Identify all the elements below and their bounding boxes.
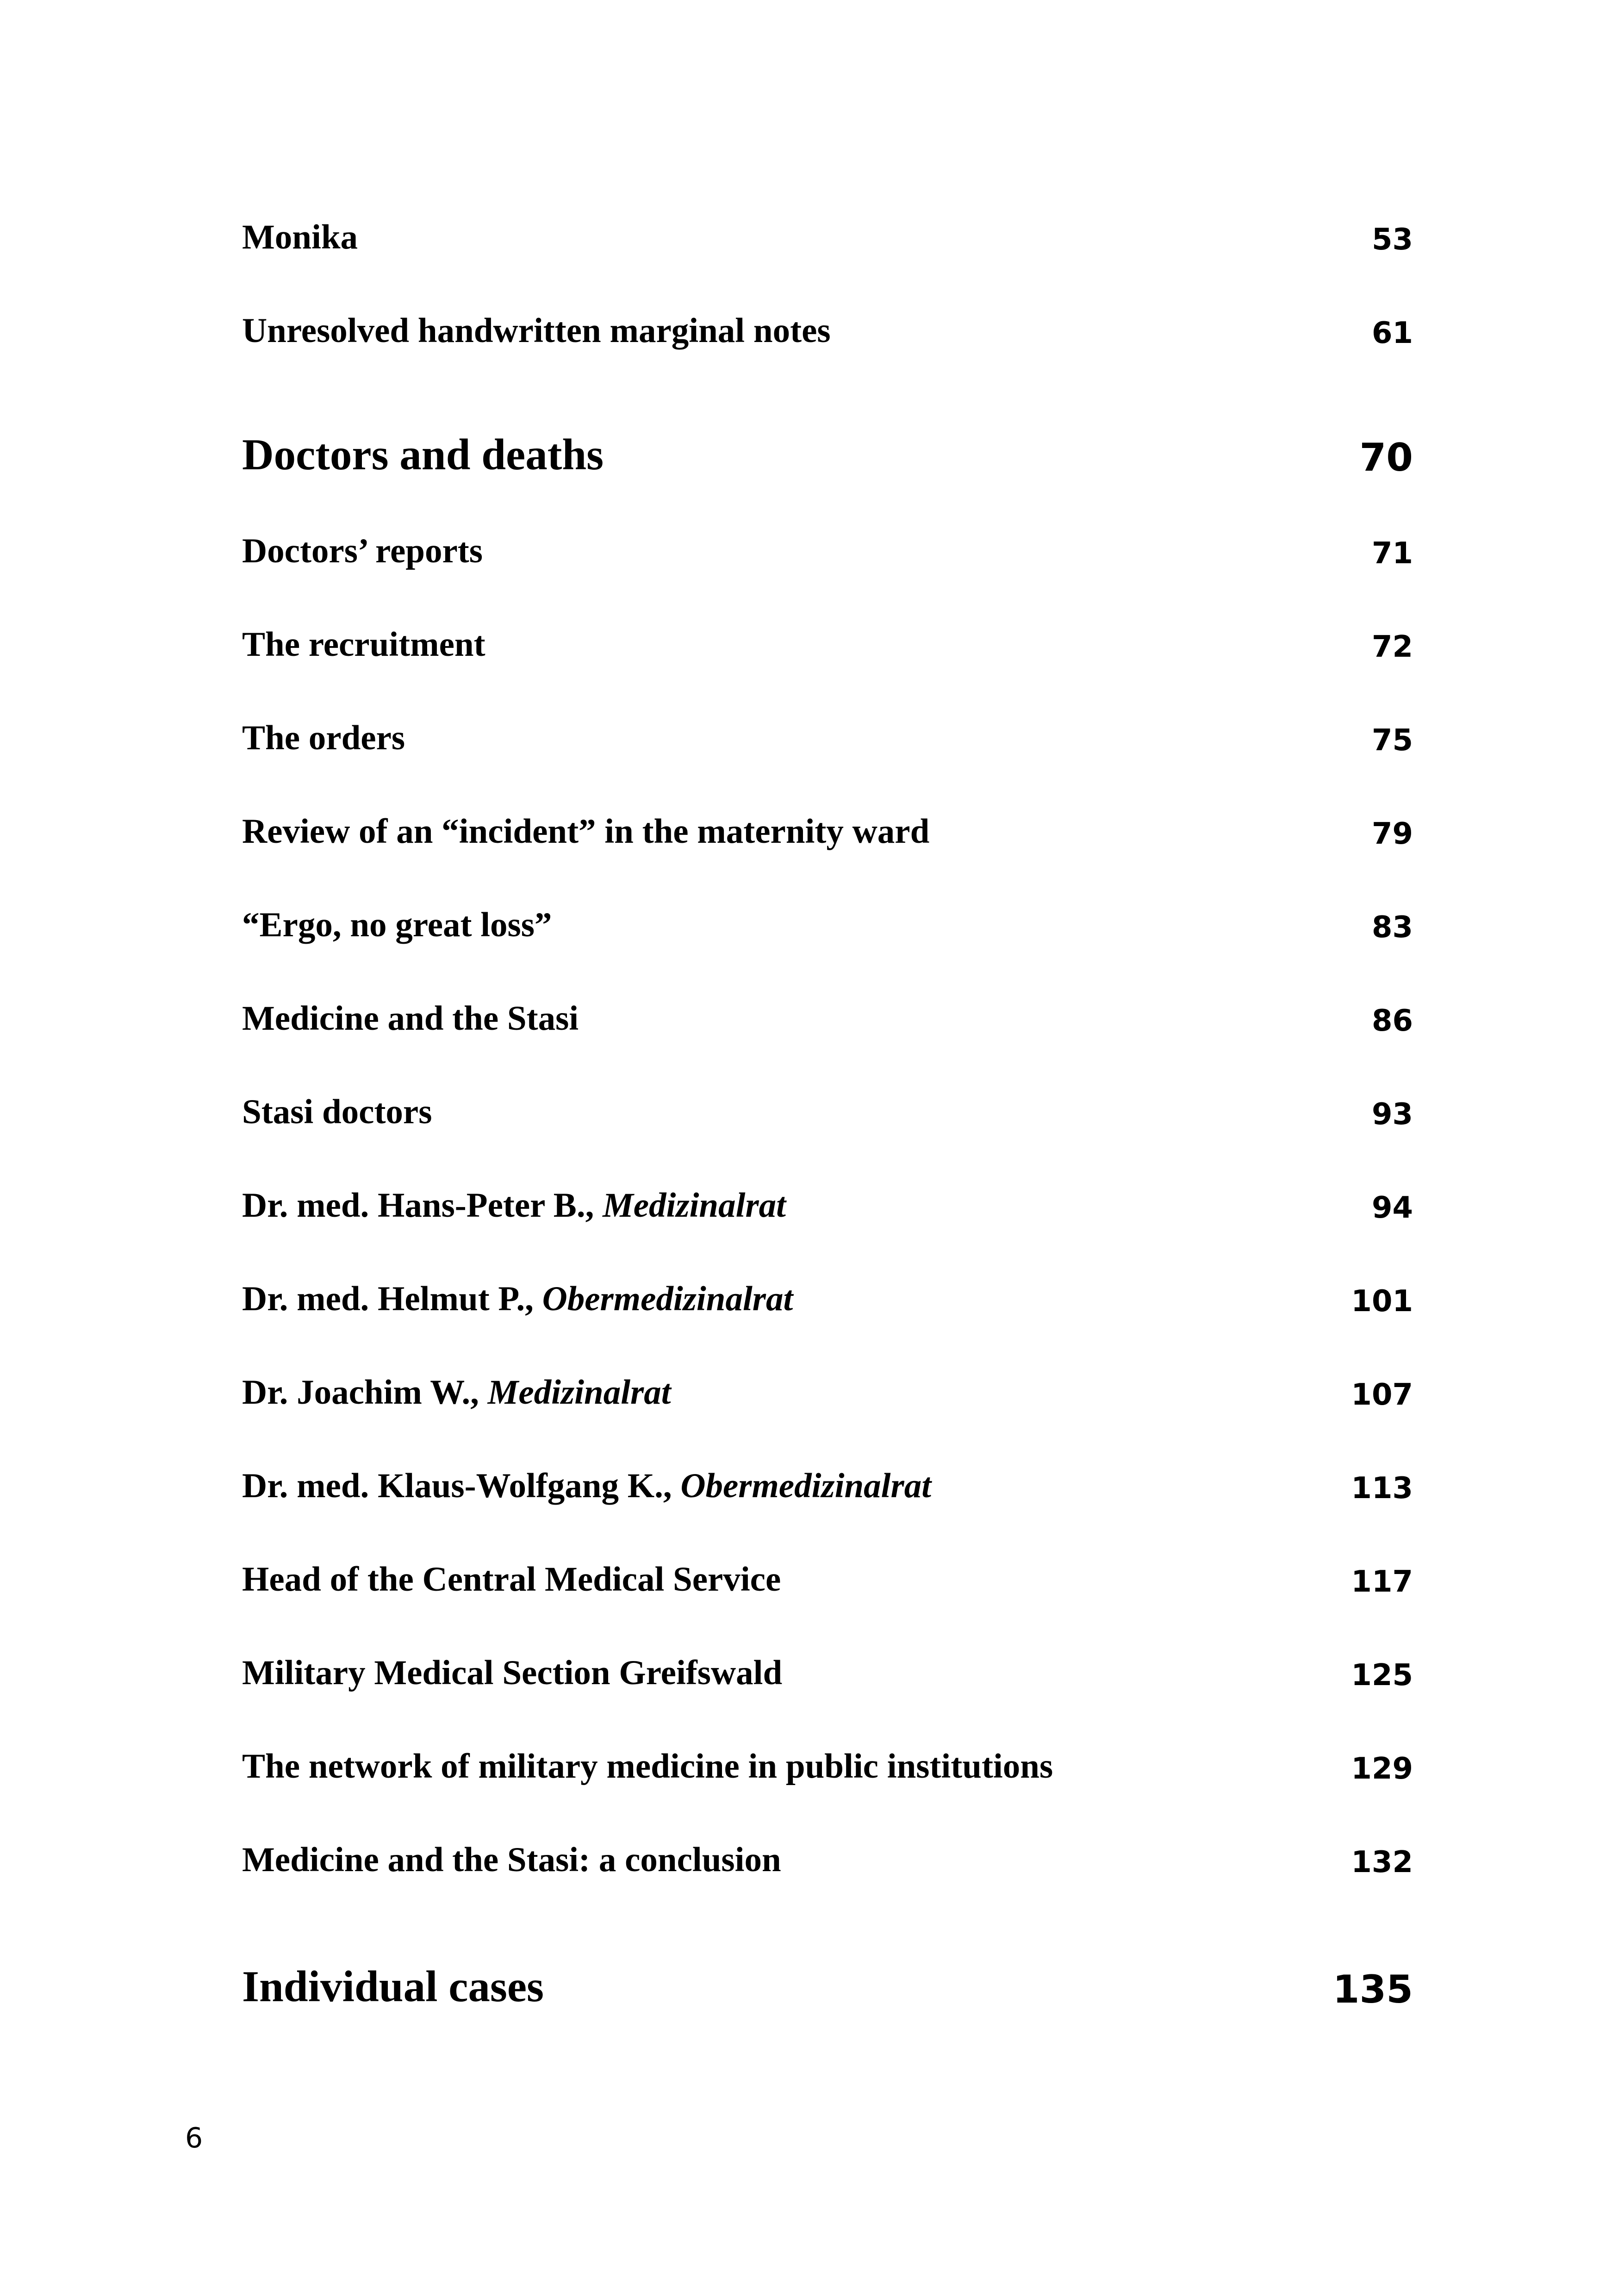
- toc-entry-page: 132: [1351, 1845, 1413, 1879]
- toc-entry-page: 72: [1371, 630, 1413, 664]
- toc-entry-page: 53: [1371, 223, 1413, 257]
- toc-entry-page: 71: [1371, 536, 1413, 571]
- toc-entry-recruitment[interactable]: [242, 588, 1413, 662]
- toc-entry-central-medical-service[interactable]: [242, 1523, 1413, 1597]
- toc-entry-title: Medicine and the Stasi: a conclusion: [242, 1841, 781, 1879]
- toc-chapter-page: 135: [1332, 1967, 1413, 2012]
- toc-entry-title: The recruitment: [242, 625, 485, 664]
- toc-entry-page: 86: [1371, 1004, 1413, 1038]
- toc-entry-name: Dr. med. Hans-Peter B.,: [242, 1186, 603, 1225]
- toc-chapter-title: Individual cases: [242, 1962, 544, 2011]
- toc-entry-doctors-reports[interactable]: [242, 494, 1413, 571]
- toc-entry-orders[interactable]: [242, 681, 1413, 758]
- toc-entry-stasi-doctors[interactable]: [242, 1055, 1413, 1132]
- toc-entry-rank: Obermedizinalrat: [680, 1467, 932, 1505]
- toc-entry-page: 113: [1351, 1471, 1413, 1506]
- toc-entry-rank: Medizinalrat: [487, 1373, 671, 1412]
- toc-entry-page: 125: [1351, 1658, 1413, 1692]
- toc-chapter-doctors-and-deaths[interactable]: [242, 403, 1413, 480]
- toc-entry-title: Unresolved handwritten marginal notes: [242, 311, 831, 350]
- toc-entry-page: 75: [1371, 723, 1413, 758]
- toc-chapter-title: Doctors and deaths: [242, 430, 604, 479]
- toc-entry-hans-peter[interactable]: [242, 1149, 1413, 1223]
- toc-entry-page: 107: [1351, 1378, 1413, 1412]
- toc-entry-joachim[interactable]: [242, 1336, 1413, 1410]
- toc-entry-monika[interactable]: [242, 180, 1413, 255]
- toc-entry-title: The network of military medicine in public institutions: [242, 1747, 1053, 1786]
- toc-entry-page: 94: [1371, 1191, 1413, 1225]
- toc-entry-helmut[interactable]: [242, 1242, 1413, 1319]
- toc-entry-unresolved-notes[interactable]: [242, 274, 1413, 348]
- toc-entry-military-medicine-network[interactable]: [242, 1710, 1413, 1784]
- toc-entry-title: The orders: [242, 719, 405, 757]
- toc-entry-page: 101: [1351, 1284, 1413, 1319]
- toc-entry-page: 61: [1371, 316, 1413, 350]
- toc-entry-incident-review[interactable]: [242, 775, 1413, 849]
- toc-entry-title: [242, 1188, 786, 1223]
- toc-entry-title: Military Medical Section Greifswald: [242, 1654, 783, 1692]
- toc-entry-title: “Ergo, no great loss”: [242, 906, 552, 944]
- toc-entry-title: [242, 1282, 793, 1316]
- toc-entry-name: Dr. med. Helmut P.,: [242, 1280, 542, 1318]
- toc-entry-military-medical-section[interactable]: [242, 1616, 1413, 1690]
- toc-entry-page: 117: [1351, 1565, 1413, 1599]
- toc-entry-name: Dr. Joachim W.,: [242, 1373, 488, 1412]
- toc-entry-rank: Obermedizinalrat: [542, 1280, 793, 1318]
- toc-entry-title: Review of an “incident” in the maternity ward: [242, 812, 930, 851]
- page-number: 6: [185, 2122, 203, 2154]
- toc-entry-page: 83: [1371, 910, 1413, 945]
- toc-entry-page: 93: [1371, 1097, 1413, 1132]
- toc-entry-title: Doctors’ reports: [242, 532, 483, 570]
- toc-entry-conclusion[interactable]: [242, 1803, 1413, 1877]
- toc-chapter-page: 70: [1359, 435, 1413, 480]
- toc-entry-title: [242, 1468, 931, 1503]
- toc-entry-name: Dr. med. Klaus-Wolfgang K.,: [242, 1467, 681, 1505]
- toc-entry-title: Head of the Central Medical Service: [242, 1560, 781, 1599]
- toc-entry-medicine-stasi[interactable]: [242, 962, 1413, 1036]
- toc-entry-ergo[interactable]: [242, 868, 1413, 945]
- toc-entry-title: Medicine and the Stasi: [242, 999, 579, 1038]
- toc-entry-title: [242, 1375, 671, 1410]
- toc-entry-title: Monika: [242, 218, 358, 256]
- toc-entry-klaus-wolfgang[interactable]: [242, 1429, 1413, 1506]
- toc-entry-title: Stasi doctors: [242, 1093, 432, 1131]
- toc-chapter-individual-cases[interactable]: [242, 1935, 1413, 2012]
- toc-entry-page: 129: [1351, 1752, 1413, 1786]
- toc-entry-page: 79: [1371, 817, 1413, 851]
- toc-entry-rank: Medizinalrat: [603, 1186, 786, 1225]
